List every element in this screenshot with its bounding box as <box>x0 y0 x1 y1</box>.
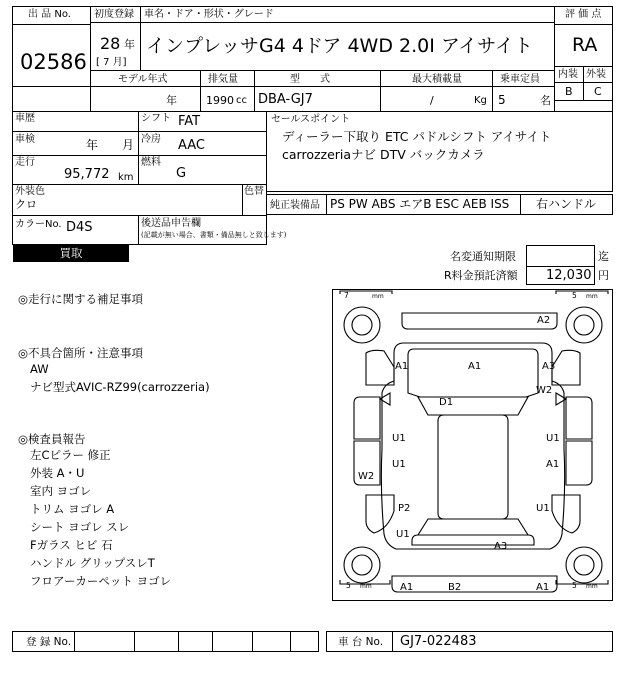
tire-depth-front-left: 7 <box>344 291 349 300</box>
inspector-line: フロアーカーペット ヨゴレ <box>30 574 172 588</box>
load-separator: / <box>430 94 434 107</box>
damage-mark: A3 <box>542 361 556 372</box>
model-label: 型 式 <box>290 74 330 85</box>
damage-mark: A3 <box>494 541 508 552</box>
capacity-unit: 名 <box>540 94 551 107</box>
ac-value: AAC <box>178 138 205 153</box>
color-no-label: カラーNo. <box>15 219 62 230</box>
model-year-label: モデル年式 <box>118 74 168 85</box>
shaken-year-unit: 年 <box>86 138 99 152</box>
defect-notes-title: ◎不具合箇所・注意事項 <box>18 346 144 360</box>
damage-mark: A1 <box>536 582 550 593</box>
notice-unit: 迄 <box>598 250 609 263</box>
driving-notes-title: ◎走行に関する補足事項 <box>18 292 144 306</box>
tire-depth-rear-right: 5 <box>572 581 577 590</box>
inspector-line: ハンドル グリップスレT <box>30 556 155 570</box>
chassis-label: 車 台 No. <box>338 636 384 648</box>
shift-value: FAT <box>178 114 201 129</box>
sales-point-label: セールスポイント <box>271 114 351 125</box>
mileage-label: 走行 <box>15 157 35 168</box>
damage-mark: A1 <box>546 459 560 470</box>
fuel-label: 燃料 <box>141 157 161 168</box>
inspector-line: Fガラス ヒビ 石 <box>30 538 113 552</box>
tire-unit: mm <box>360 583 372 590</box>
inspector-line: 室内 ヨゴレ <box>30 484 92 498</box>
inspector-line: シート ヨゴレ スレ <box>30 520 130 534</box>
damage-mark: U1 <box>392 433 406 444</box>
mileage-value: 95,772 <box>64 167 110 182</box>
damage-mark: A2 <box>537 315 551 326</box>
year-unit: 年 <box>124 38 135 51</box>
damage-mark: D1 <box>439 397 454 408</box>
chassis-no: GJ7-022483 <box>400 634 477 649</box>
ext-color-label: 外装色 <box>15 186 45 197</box>
fuel-value: G <box>176 166 187 181</box>
displacement-unit: cc <box>236 95 247 106</box>
recycle-value: 12,030 <box>546 268 592 283</box>
exterior-label: 外装 <box>586 69 606 80</box>
damage-mark: U1 <box>536 503 550 514</box>
tire-unit: mm <box>586 583 598 590</box>
reg-no-label: 登 録 No. <box>26 636 72 648</box>
first-reg-month: [ 7 月] <box>96 57 127 68</box>
load-unit: Kg <box>474 95 487 106</box>
sales-point-line1: ディーラー下取り ETC パドルシフト アイサイト <box>282 129 552 144</box>
color-change-label: 色替 <box>244 186 264 197</box>
car-name: インプレッサG4 4ドア 4WD 2.0I アイサイト <box>146 35 533 57</box>
max-load-label: 最大積載量 <box>412 74 462 85</box>
ext-color-value: クロ <box>15 198 37 211</box>
aftermarket-note: (記載が無い場合、書類・備品無しと致します) <box>141 231 287 239</box>
exterior-grade: C <box>594 85 602 98</box>
car-name-label: 車名・ドア・形状・グレード <box>144 9 274 20</box>
defect-line: AW <box>30 362 49 376</box>
damage-mark: P2 <box>398 503 411 514</box>
first-reg-year: 28 <box>100 34 121 53</box>
steering-side: 右ハンドル <box>536 197 597 211</box>
damage-mark: A1 <box>400 582 414 593</box>
ac-label: 冷房 <box>141 134 161 145</box>
notice-label: 名変通知期限 <box>450 250 516 263</box>
displacement-label: 排気量 <box>208 74 238 85</box>
inspector-line: トリム ヨゴレ A <box>30 502 115 516</box>
car-damage-diagram <box>332 289 613 601</box>
recycle-unit: 円 <box>598 269 609 282</box>
tire-depth-rear-left: 5 <box>346 581 351 590</box>
damage-mark: U1 <box>396 529 410 540</box>
inspector-title: ◎検査員報告 <box>18 432 86 446</box>
history-label: 車歴 <box>15 113 35 124</box>
recycle-label: R料金預託済額 <box>444 269 518 282</box>
defect-line: ナビ型式AVIC-RZ99(carrozzeria) <box>30 380 210 394</box>
interior-label: 内装 <box>558 69 578 80</box>
first-reg-label: 初度登録 <box>94 9 134 20</box>
inspector-line: 外装 A・U <box>30 466 85 480</box>
shift-label: シフト <box>141 113 171 124</box>
shaken-month-unit: 月 <box>122 138 135 152</box>
displacement: 1990 <box>206 94 234 107</box>
shaken-label: 車検 <box>15 134 35 145</box>
equipment-list: PS PW ABS エアB ESC AEB ISS <box>330 197 510 211</box>
damage-mark: B2 <box>448 582 462 593</box>
interior-grade: B <box>565 85 573 98</box>
purchase-badge: 買取 <box>13 245 129 262</box>
model-code: DBA-GJ7 <box>258 92 313 107</box>
color-no-value: D4S <box>66 220 93 235</box>
capacity-value: 5 <box>498 93 506 107</box>
equipment-label: 純正装備品 <box>270 200 320 211</box>
damage-mark: A1 <box>468 361 482 372</box>
tire-unit: mm <box>586 293 598 300</box>
damage-mark: W2 <box>536 385 553 396</box>
score: RA <box>572 34 598 56</box>
score-label: 評 価 点 <box>565 9 602 20</box>
tire-unit: mm <box>372 293 384 300</box>
sales-point-line2: carrozzeriaナビ DTV バックカメラ <box>282 147 485 162</box>
lot-no: 02586 <box>20 50 87 74</box>
damage-mark: U1 <box>392 459 406 470</box>
damage-mark: W2 <box>358 471 375 482</box>
capacity-label: 乗車定員 <box>500 74 540 85</box>
tire-depth-front-right: 5 <box>572 291 577 300</box>
aftermarket-label: 後送品申告欄 <box>141 218 201 229</box>
lot-no-label: 出 品 No. <box>28 9 71 20</box>
inspector-line: 左Cピラー 修正 <box>30 448 111 462</box>
mileage-unit: km <box>118 172 134 183</box>
model-year-unit: 年 <box>166 94 177 107</box>
damage-mark: A1 <box>395 361 409 372</box>
damage-mark: U1 <box>546 433 560 444</box>
